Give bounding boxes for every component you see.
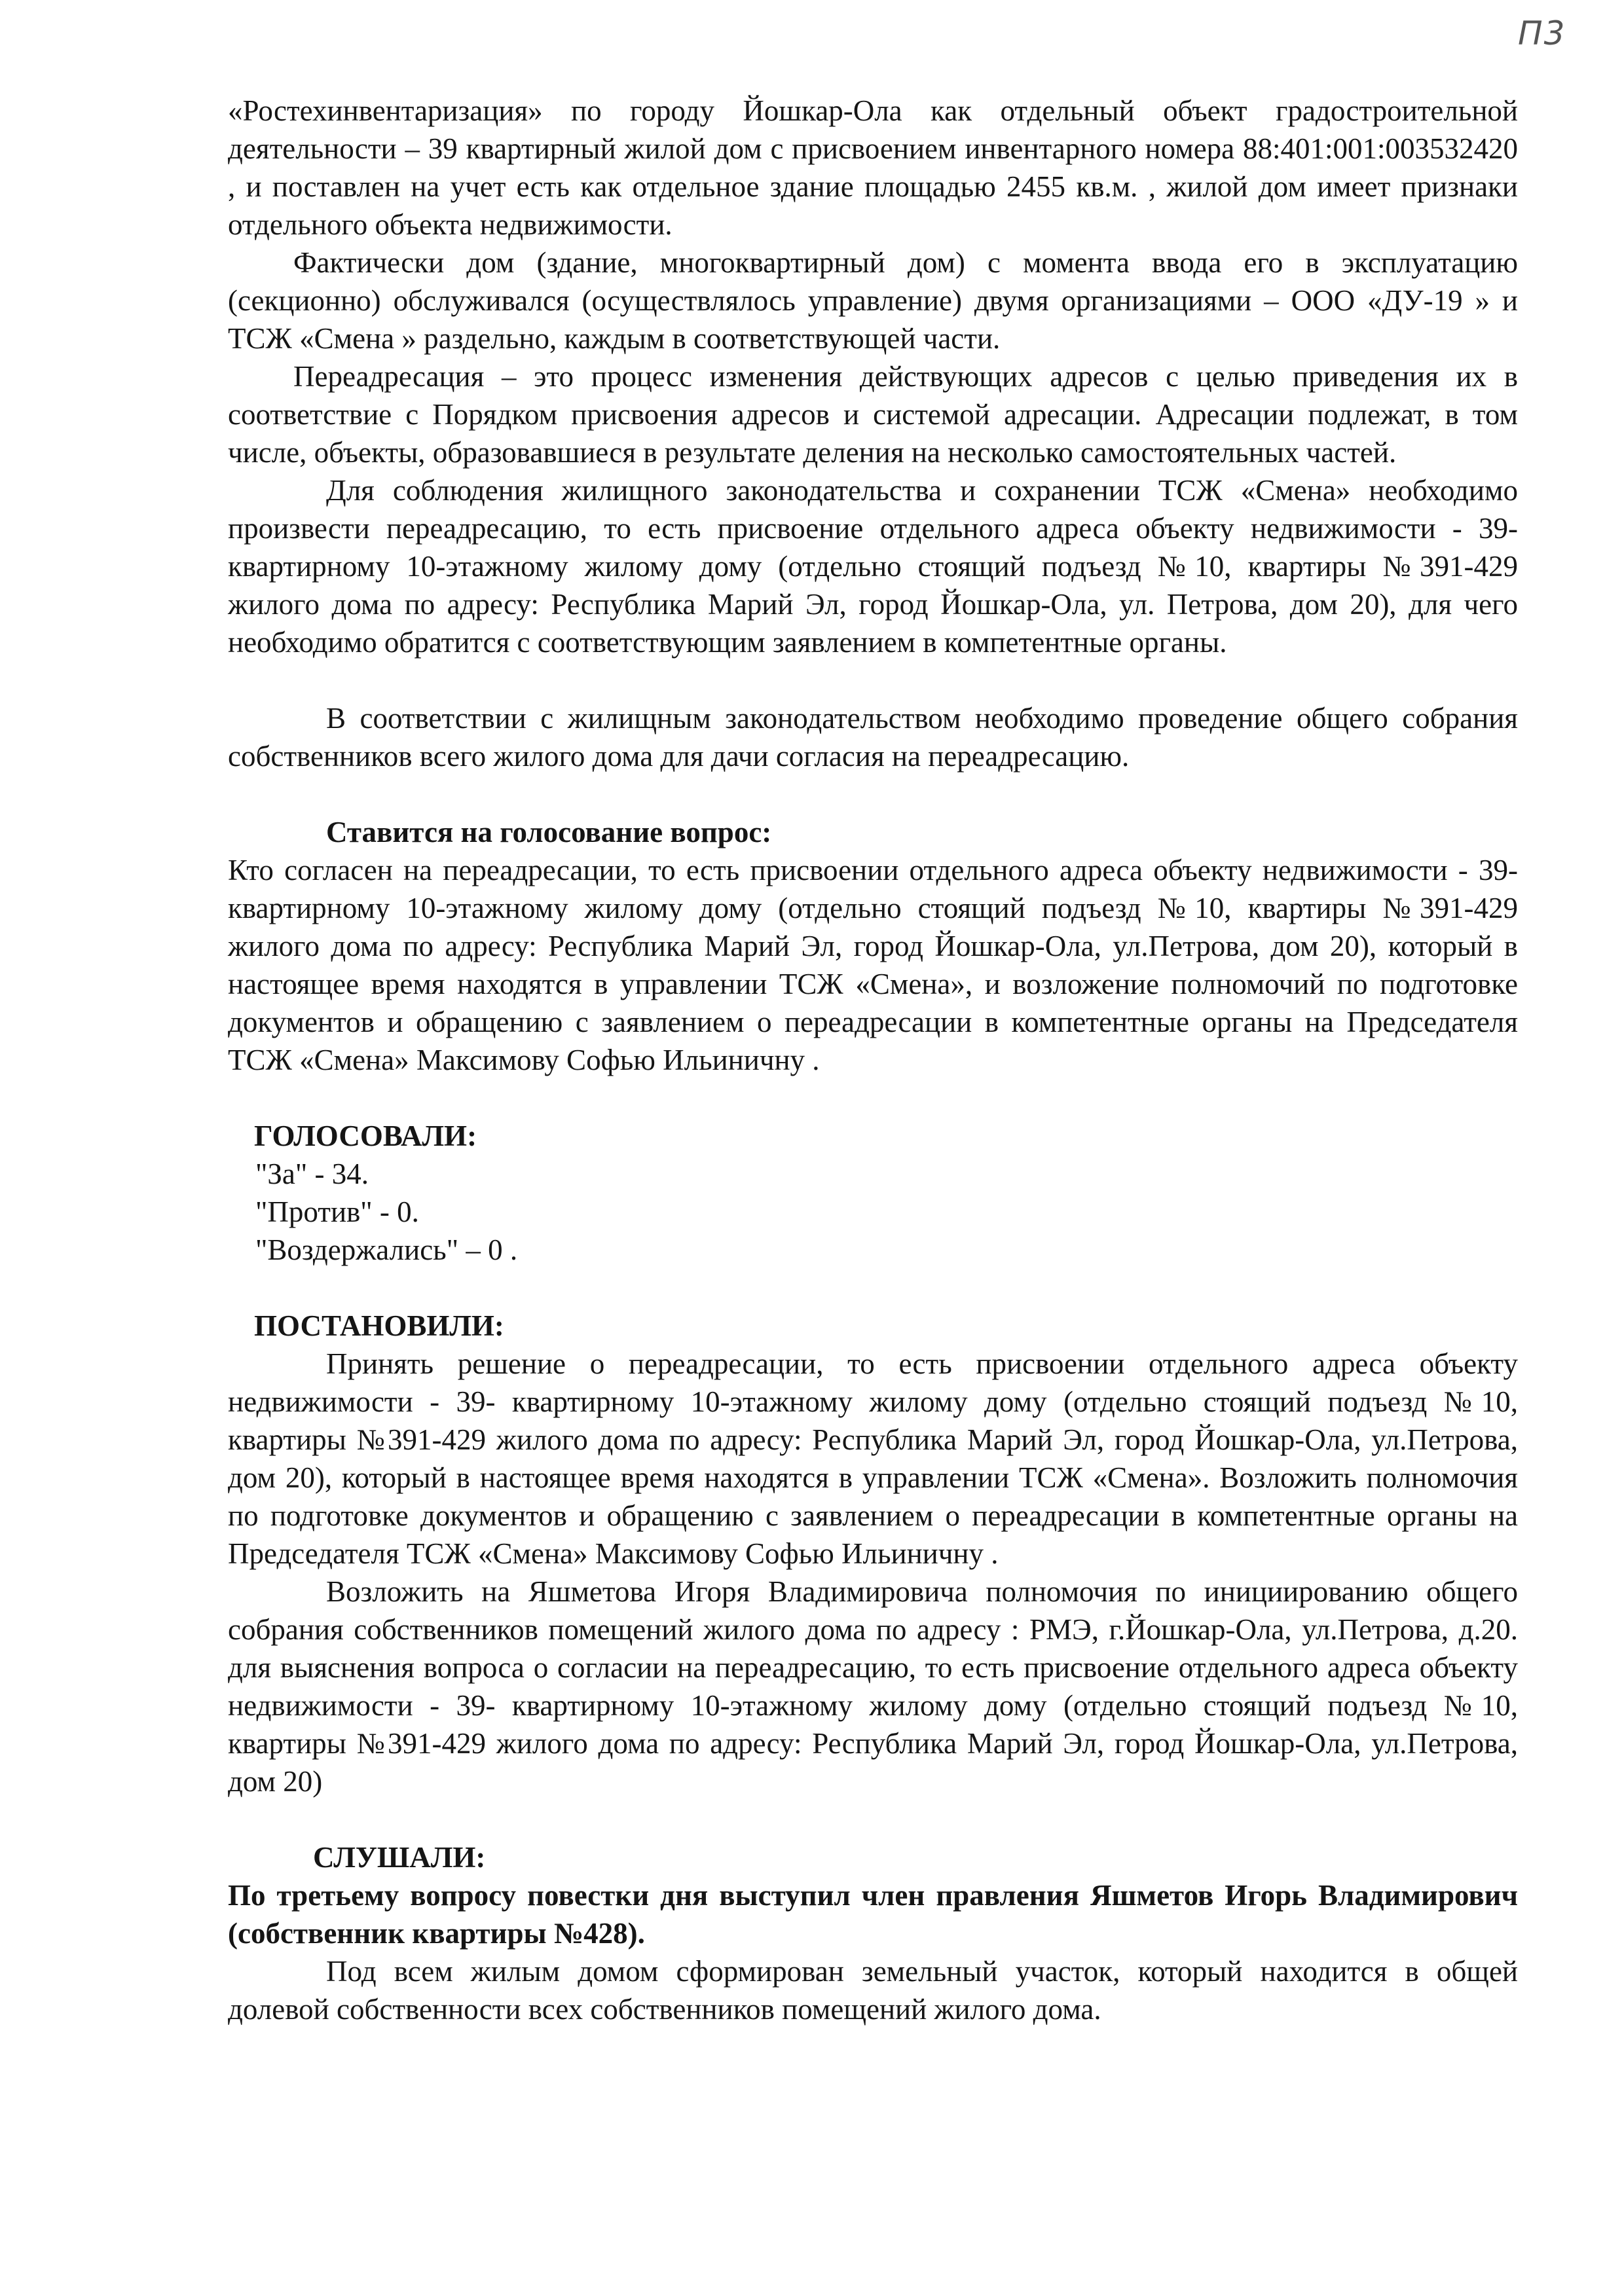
resolved-paragraph-decision: Принять решение о переадресации, то есть присвоении отдельного адреса объекту недвижимости - 39- квартирному 10-этажному жилому дому (отдельно стоящий подъезд №10, квартиры №391-429 жилого дома по адресу: Республика Марий Эл, город Йошкар-Ола, ул.Петрова, дом 20), который в настоящее время находятся в управлении ТСЖ «Смена». Возложить полномочия по подготовке документов и обращению с заявлением о переадресации в компетентные органы на Председателя ТСЖ «Смена» Максимову Софью Ильиничну .	[228, 1347, 1518, 1570]
vote-question-text: Кто согласен на переадресации, то есть присвоении отдельного адреса объекту недвижимости - 39- квартирному 10-этажному жилому дому (отдельно стоящий подъезд №10, квартиры №391-429 жилого дома по адресу: Республика Марий Эл, город Йошкар-Ола, ул.Петрова, дом 20), который в настоящее время находятся в управлении ТСЖ «Смена», и возложение полномочий по подготовке документов и обращению с заявлением о переадресации в компетентные органы на Председателя ТСЖ «Смена» Максимову Софью Ильиничну .	[228, 854, 1518, 1076]
vote-results	[228, 1155, 1518, 1269]
listened-speaker: По третьему вопросу повестки дня выступил член правления Яшметов Игорь Владимирович (собственник квартиры №428).	[228, 1879, 1518, 1950]
page-number: П3	[1518, 14, 1566, 52]
listened-paragraph-land: Под всем жилым домом сформирован земельный участок, который находится в общей долевой собственности всех собственников помещений жилого дома.	[228, 1955, 1518, 2026]
document-body	[228, 92, 1518, 2028]
resolved-paragraph-assignment: Возложить на Яшметова Игоря Владимировича полномочия по инициированию общего собрания собственников помещений жилого дома по адресу : РМЭ, г.Йошкар-Ола, ул.Петрова, д.20. для выяснения вопроса о согласии на переадресацию, то есть присвоение отдельного адреса объекту недвижимости - 39- квартирному 10-этажному жилому дому (отдельно стоящий подъезд №10, квартиры №391-429 жилого дома по адресу: Республика Марий Эл, город Йошкар-Ола, ул.Петрова, дом 20)	[228, 1575, 1518, 1798]
voted-heading: ГОЛОСОВАЛИ:	[254, 1120, 477, 1152]
paragraph-management: Фактически дом (здание, многоквартирный дом) с момента ввода его в эксплуатацию (секционно) обслуживался (осуществлялось управление) двумя организациями – ООО «ДУ-19 » и ТСЖ «Смена » раздельно, каждым в соответствующей части.	[228, 246, 1518, 355]
listened-heading: СЛУШАЛИ:	[313, 1841, 486, 1874]
resolved-heading: ПОСТАНОВИЛИ:	[254, 1309, 504, 1342]
paragraph-inventory: «Ростехинвентаризация» по городу Йошкар-Ола как отдельный объект градостроительной деятельности – 39 квартирный жилой дом с присвоением инвентарного номера 88:401:001:003532420 , и поставлен на учет есть как отдельное здание площадью 2455 кв.м. , жилой дом имеет признаки отдельного объекта недвижимости.	[228, 94, 1518, 241]
vote-against: "Против" - 0.	[255, 1195, 419, 1228]
vote-abstained: "Воздержались" – 0 .	[255, 1233, 518, 1266]
vote-for: "За" - 34.	[255, 1157, 369, 1190]
paragraph-general-meeting: В соответствии с жилищным законодательством необходимо проведение общего собрания собственников всего жилого дома для дачи согласия на переадресацию.	[228, 702, 1518, 773]
vote-question-heading: Ставится на голосование вопрос:	[326, 816, 772, 848]
paragraph-readdressing-definition: Переадресация – это процесс изменения действующих адресов с целью приведения их в соответствие с Порядком присвоения адресов и системой адресации. Адресации подлежат, в том числе, объекты, образовавшиеся в результате деления на несколько самостоятельных частей.	[228, 360, 1518, 469]
paragraph-readdressing-need: Для соблюдения жилищного законодательства и сохранении ТСЖ «Смена» необходимо произвести переадресацию, то есть присвоение отдельного адреса объекту недвижимости - 39- квартирному 10-этажному жилому дому (отдельно стоящий подъезд №10, квартиры №391-429 жилого дома по адресу: Республика Марий Эл, город Йошкар-Ола, ул. Петрова, дом 20), для чего необходимо обратится с соответствующим заявлением в компетентные органы.	[228, 474, 1518, 659]
